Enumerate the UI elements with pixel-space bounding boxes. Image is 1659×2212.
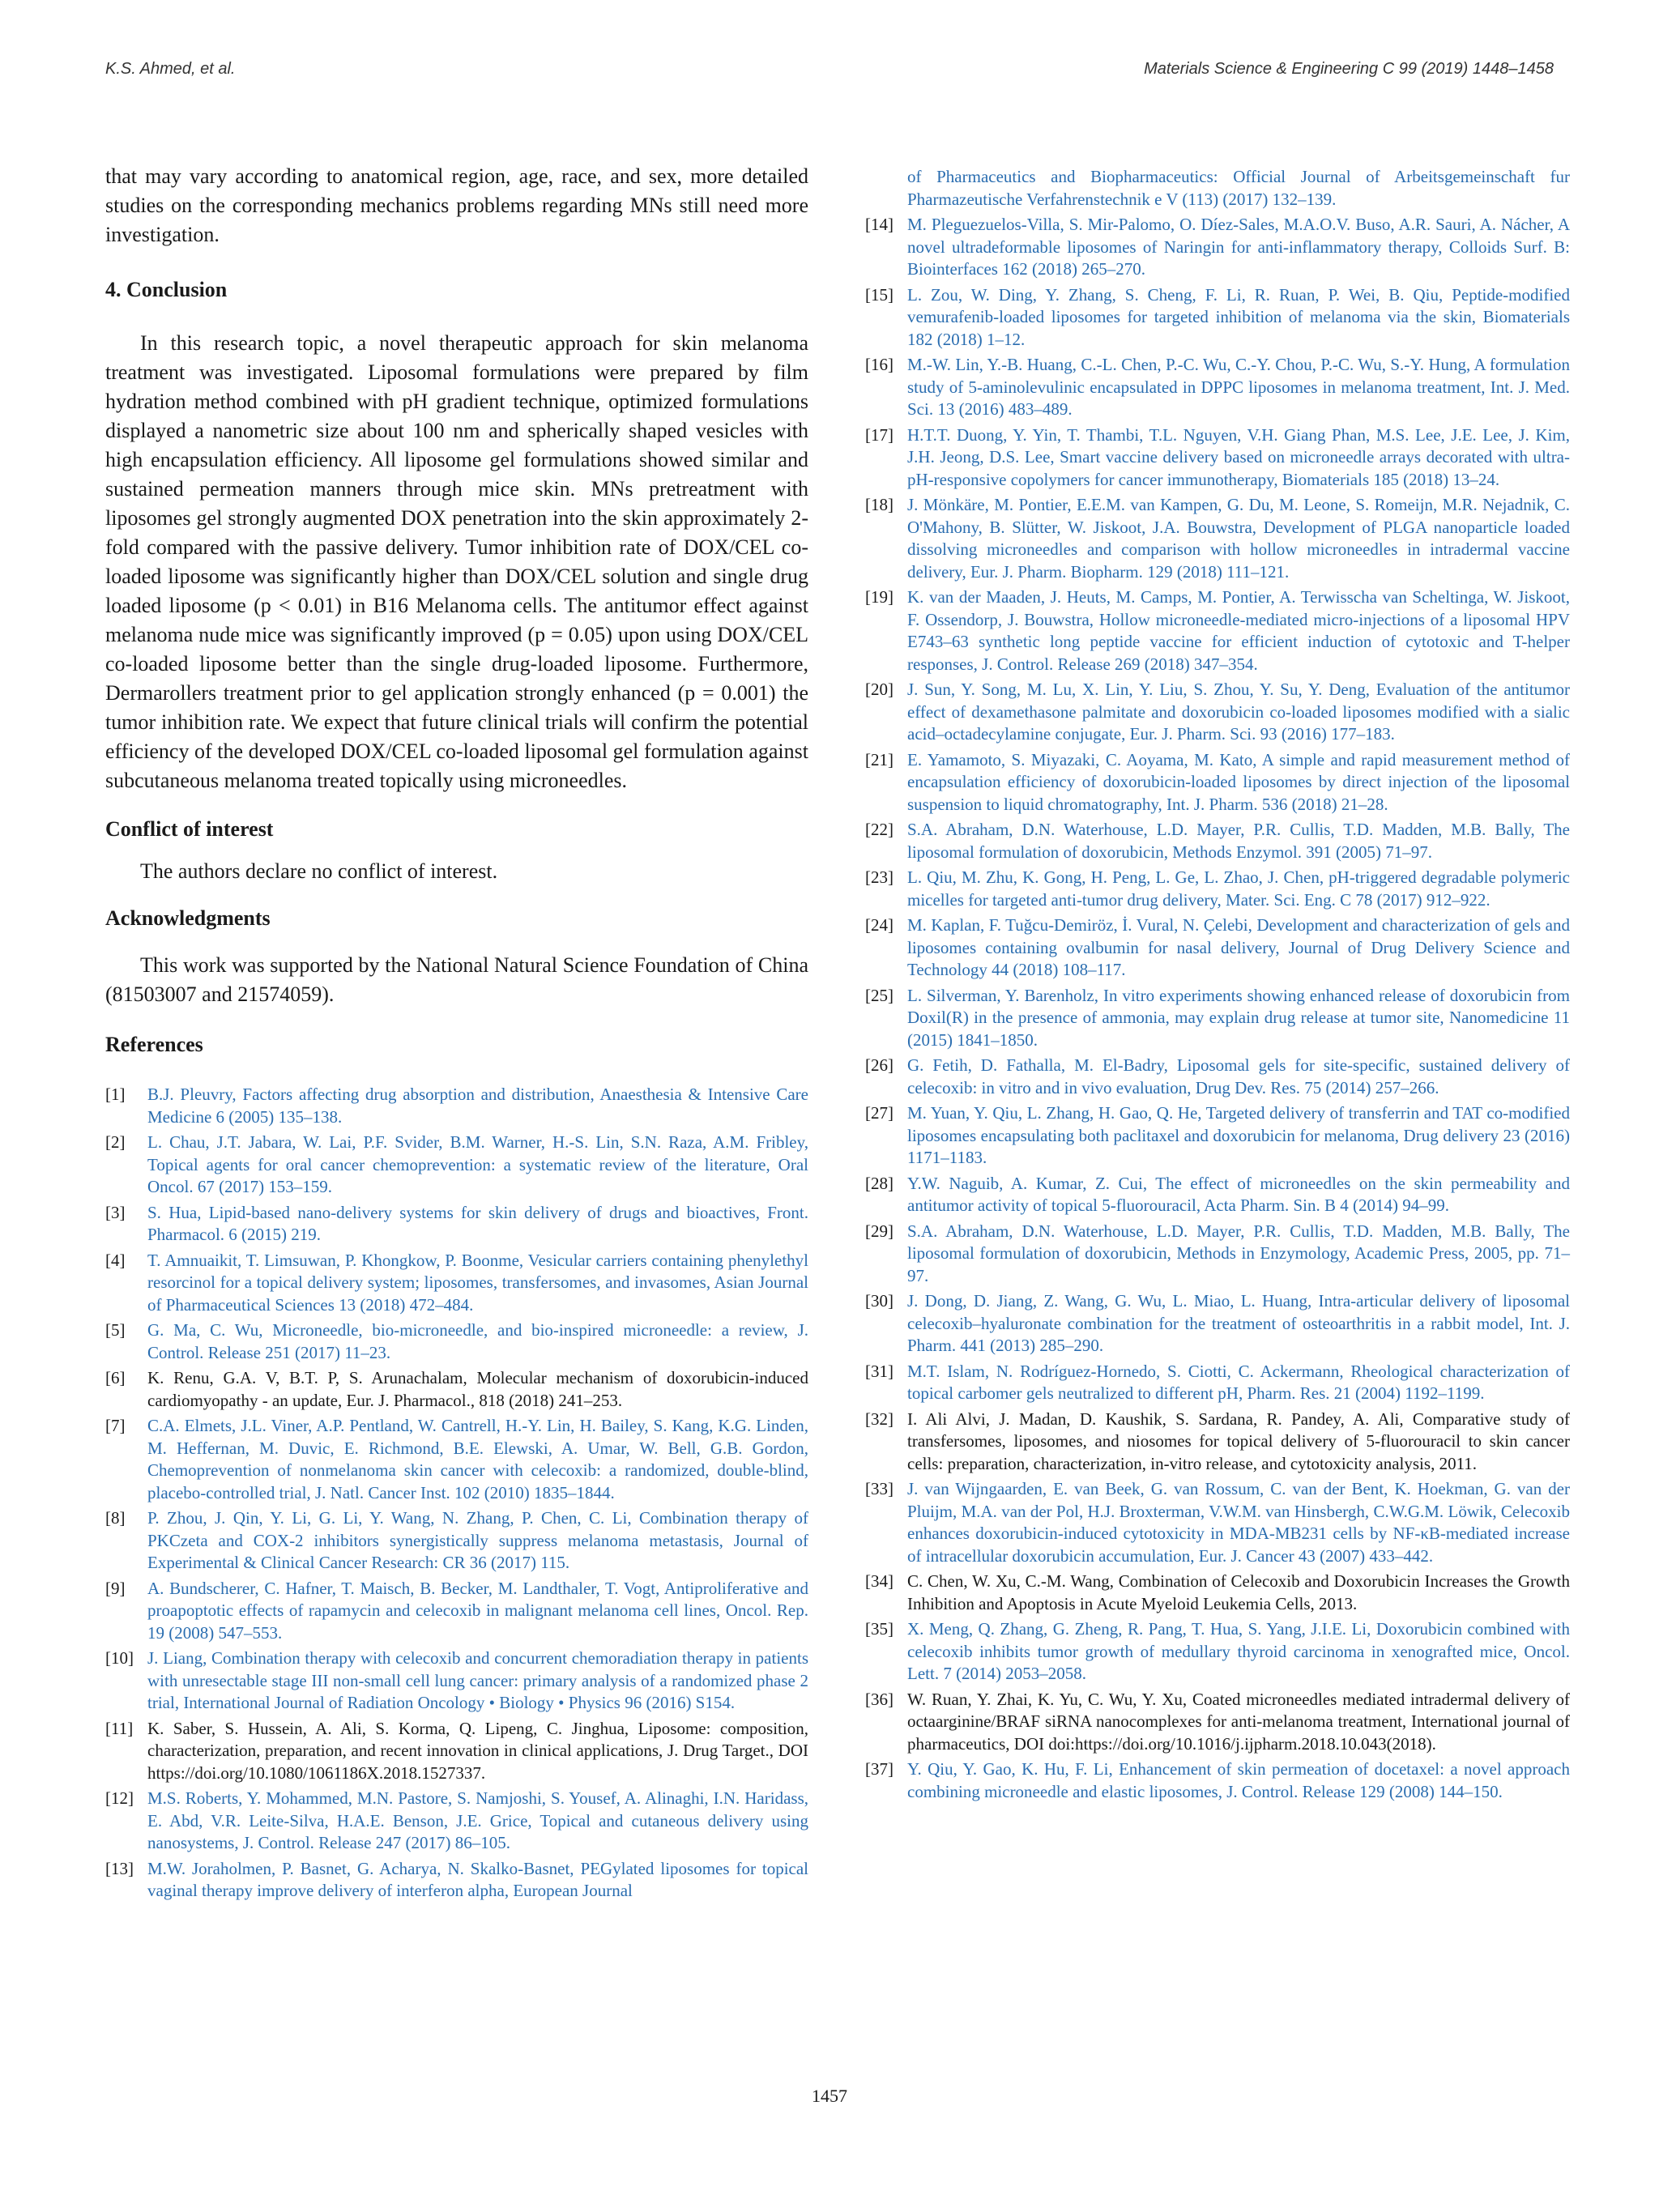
reference-number: [11] <box>105 1718 134 1738</box>
reference-number: [3] <box>105 1202 126 1222</box>
reference-item <box>865 1361 1570 1405</box>
reference-link[interactable]: J. Liang, Combination therapy with celecoxib and concurrent chemoradiation therapy in patients with unresectable stage III non-small cell lung cancer: primary analysis of a randomized phase 2 trial, International Journal of Radiation Oncology • Biology • Physics 96 (2016) S154. <box>147 1648 808 1712</box>
reference-number: [29] <box>865 1221 893 1241</box>
reference-item <box>865 819 1570 863</box>
reference-item <box>865 354 1570 421</box>
reference-link[interactable]: M.-W. Lin, Y.-B. Huang, C.-L. Chen, P.-C. Wu, C.-Y. Chou, P.-C. Wu, S.-Y. Hung, A formulation study of 5-aminolevulinic encapsulated in DPPC liposomes in melanoma treatment, Int. J. Med. Sci. 13 (2016) 483–489. <box>907 355 1570 419</box>
reference-link[interactable]: K. van der Maaden, J. Heuts, M. Camps, M. Pontier, A. Terwisscha van Scheltinga, W. Jiskoot, F. Ossendorp, J. Bouwstra, Hollow microneedle-mediated micro-injections of a liposomal HPV E743–63 synthetic long peptide vaccine for efficient induction of cytotoxic and T-helper responses, J. Control. Release 269 (2018) 347–354. <box>907 587 1570 674</box>
reference-link[interactable]: G. Fetih, D. Fathalla, M. El-Badry, Liposomal gels for site-specific, sustained delivery of celecoxib: in vitro and in vivo evaluation, Drug Dev. Res. 75 (2014) 257–266. <box>907 1055 1570 1097</box>
reference-text: I. Ali Alvi, J. Madan, D. Kaushik, S. Sardana, R. Pandey, A. Ali, Comparative study of transfersomes, liposomes, and niosomes for topical delivery of 5-fluorouracil to skin cancer cells: preparation, characterization, in-vitro release, and cytotoxicity analysis, 2011. <box>907 1409 1570 1473</box>
reference-item <box>865 749 1570 816</box>
running-header-authors: K.S. Ahmed, et al. <box>105 60 236 78</box>
reference-item <box>865 1221 1570 1288</box>
reference-link[interactable]: J. van Wijngaarden, E. van Beek, G. van Rossum, C. van der Bent, K. Hoekman, G. van der Pluijm, M.A. van der Pol, H.J. Broxterman, V.W.M. van Hinsbergh, C.W.G.M. Löwik, Celecoxib enhances doxorubicin-induced cytotoxicity in MDA-MB231 cells by NF-κB-mediated increase of intracellular doxorubicin accumulation, Eur. J. Cancer 43 (2007) 433–442. <box>907 1479 1570 1566</box>
reference-item <box>105 1319 808 1364</box>
reference-number: [37] <box>865 1759 893 1779</box>
reference-text: K. Renu, G.A. V, B.T. P, S. Arunachalam, Molecular mechanism of doxorubicin-induced cardiomyopathy - an update, Eur. J. Pharmacol., 818 (2018) 241–253. <box>147 1368 808 1410</box>
reference-number: [6] <box>105 1368 126 1387</box>
reference-item <box>865 1618 1570 1686</box>
conclusion-paragraph: In this research topic, a novel therapeutic approach for skin melanoma treatment was investigated. Liposomal formulations were prepared by film hydration method combined with pH gradient technique, optimized formulations displayed a nanometric size about 100 nm and spherically shaped vesicles with high encapsulation efficiency. All liposome gel formulations showed similar and sustained permeation manners through mice skin. MNs pretreatment with liposomes gel strongly augmented DOX penetration into the skin approximately 2-fold compared with the passive delivery. Tumor inhibition rate of DOX/CEL co-loaded liposome was significantly higher than DOX/CEL solution and single drug loaded liposome (p < 0.01) in B16 Melanoma cells. The antitumor effect against melanoma nude mice was significantly improved (p = 0.05) upon using DOX/CEL co-loaded liposome better than the single drug-loaded liposome. Furthermore, Dermarollers treatment prior to gel application strongly enhanced (p = 0.001) the tumor inhibition rate. We expect that future clinical trials will confirm the potential efficiency of the developed DOX/CEL co-loaded liposomal gel formulation against subcutaneous melanoma treated topically using microneedles. <box>105 331 808 792</box>
reference-item <box>105 1367 808 1412</box>
reference-item <box>865 284 1570 352</box>
reference-item <box>865 214 1570 281</box>
reference-link[interactable]: S. Hua, Lipid-based nano-delivery systems for skin delivery of drugs and bioactives, Front. Pharmacol. 6 (2015) 219. <box>147 1202 808 1244</box>
reference-number: [35] <box>865 1619 893 1639</box>
reference-number: [33] <box>865 1479 893 1498</box>
reference-item <box>105 1507 808 1575</box>
reference-number: [26] <box>865 1055 893 1075</box>
reference-number: [16] <box>865 355 893 374</box>
reference-link[interactable]: B.J. Pleuvry, Factors affecting drug absorption and distribution, Anaesthesia & Intensive Care Medicine 6 (2005) 135–138. <box>147 1085 808 1127</box>
reference-number: [24] <box>865 915 893 935</box>
reference-number: [19] <box>865 587 893 607</box>
reference-link[interactable]: M.S. Roberts, Y. Mohammed, M.N. Pastore, S. Namjoshi, S. Yousef, A. Alinaghi, I.N. Haridass, E. Abd, V.R. Leite-Silva, H.A.E. Benson, J.E. Grice, Topical and cutaneous delivery using nanosystems, J. Control. Release 247 (2017) 86–105. <box>147 1788 808 1852</box>
reference-item <box>105 1647 808 1715</box>
reference-text: W. Ruan, Y. Zhai, K. Yu, C. Wu, Y. Xu, Coated microneedles mediated intradermal delivery of octaarginine/BRAF siRNA nanocomplexes for anti-melanoma treatment, International journal of pharmaceutics, DOI doi:https://doi.org/10.1016/j.ijpharm.2018.10.043(2018). <box>907 1689 1570 1754</box>
acknowledgments-heading: Acknowledgments <box>105 906 271 930</box>
reference-number: [13] <box>105 1858 134 1878</box>
reference-number: [18] <box>865 495 893 514</box>
reference-number: [1] <box>105 1085 126 1104</box>
reference-continuation[interactable]: of Pharmaceutics and Biopharmaceutics: Official Journal of Arbeitsgemeinschaft fur Pharmazeutische Verfahrenstechnik e V (113) (2017) 132–139. <box>907 167 1570 209</box>
reference-number: [20] <box>865 680 893 699</box>
reference-text: C. Chen, W. Xu, C.-M. Wang, Combination of Celecoxib and Doxorubicin Increases the Growth Inhibition and Apoptosis in Acute Myeloid Leukemia Cells, 2013. <box>907 1571 1570 1613</box>
reference-link[interactable]: Y.W. Naguib, A. Kumar, Z. Cui, The effect of microneedles on the skin permeability and antitumor activity of topical 5-fluorouracil, Acta Pharm. Sin. B 4 (2014) 94–99. <box>907 1173 1570 1215</box>
reference-number: [10] <box>105 1648 134 1668</box>
reference-item <box>865 1173 1570 1217</box>
reference-item <box>105 1415 808 1504</box>
reference-link[interactable]: S.A. Abraham, D.N. Waterhouse, L.D. Mayer, P.R. Cullis, T.D. Madden, M.B. Bally, The liposomal formulation of doxorubicin, Methods Enzymol. 391 (2005) 71–97. <box>907 820 1570 862</box>
reference-number: [34] <box>865 1571 893 1591</box>
reference-number: [14] <box>865 215 893 234</box>
reference-text: K. Saber, S. Hussein, A. Ali, S. Korma, Q. Lipeng, C. Jinghua, Liposome: composition, characterization, preparation, and recent innovation in clinical applications, J. Drug Target., DOI https://doi.org/10.1080/1061186X.2018.1527337. <box>147 1718 808 1783</box>
reference-link[interactable]: T. Amnuaikit, T. Limsuwan, P. Khongkow, P. Boonme, Vesicular carriers containing phenylethyl resorcinol for a topical delivery system; liposomes, transfersomes, and invasomes, Asian Journal of Pharmaceutical Sciences 13 (2018) 472–484. <box>147 1250 808 1315</box>
reference-link[interactable]: A. Bundscherer, C. Hafner, T. Maisch, B. Becker, M. Landthaler, T. Vogt, Antiproliferative and proapoptotic effects of rapamycin and celecoxib in malignant melanoma cell lines, Oncol. Rep. 19 (2008) 547–553. <box>147 1578 808 1643</box>
right-column <box>865 166 1570 1806</box>
reference-item <box>865 1571 1570 1615</box>
reference-link[interactable]: Y. Qiu, Y. Gao, K. Hu, F. Li, Enhancement of skin permeation of docetaxel: a novel approach combining microneedle and elastic liposomes, J. Control. Release 129 (2008) 144–150. <box>907 1759 1570 1801</box>
reference-item <box>105 1132 808 1199</box>
reference-item <box>105 1578 808 1645</box>
reference-item <box>865 1290 1570 1357</box>
reference-number: [4] <box>105 1250 126 1270</box>
reference-item <box>105 1788 808 1855</box>
reference-item <box>865 1055 1570 1099</box>
reference-number: [21] <box>865 749 893 769</box>
reference-item <box>865 1689 1570 1756</box>
reference-item <box>865 679 1570 746</box>
reference-item <box>105 1084 808 1128</box>
reference-item <box>865 1102 1570 1170</box>
reference-number: [32] <box>865 1409 893 1429</box>
reference-link[interactable]: E. Yamamoto, S. Miyazaki, C. Aoyama, M. Kato, A simple and rapid measurement method of encapsulation efficiency of doxorubicin-loaded liposomes by direct injection of the liposomal suspension to liquid chromatography, Int. J. Pharm. 536 (2018) 21–28. <box>907 749 1570 814</box>
intro-paragraph: that may vary according to anatomical region, age, race, and sex, more detailed studies on the corresponding mechanics problems regarding MNs still need more investigation. <box>105 164 808 246</box>
reference-number: [25] <box>865 985 893 1005</box>
reference-link[interactable]: M. Kaplan, F. Tuğcu-Demiröz, İ. Vural, N. Çelebi, Development and characterization of gels and liposomes containing ovalbumin for nasal delivery, Journal of Drug Delivery Science and Technology 44 (2018) 108–117. <box>907 915 1570 979</box>
reference-item <box>865 1758 1570 1803</box>
reference-number: [36] <box>865 1689 893 1709</box>
reference-item <box>105 1202 808 1247</box>
reference-number: [7] <box>105 1416 126 1435</box>
reference-list-right <box>865 214 1570 1803</box>
reference-item <box>865 1409 1570 1476</box>
reference-number: [5] <box>105 1320 126 1340</box>
reference-link[interactable]: M. Yuan, Y. Qiu, L. Zhang, H. Gao, Q. He, Targeted delivery of transferrin and TAT co-modified liposomes encapsulating both paclitaxel and doxorubicin for melanoma, Drug delivery 23 (2016) 1171–1183. <box>907 1103 1570 1167</box>
reference-link[interactable]: L. Chau, J.T. Jabara, W. Lai, P.F. Svider, B.M. Warner, H.-S. Lin, S.N. Raza, A.M. Fribley, Topical agents for oral cancer chemoprevention: a systematic review of the literature, Oral Oncol. 67 (2017) 153–159. <box>147 1132 808 1196</box>
reference-item <box>865 867 1570 911</box>
reference-number: [28] <box>865 1173 893 1193</box>
reference-number: [31] <box>865 1361 893 1381</box>
acknowledgments-paragraph: This work was supported by the National Natural Science Foundation of China (81503007 and 21574059). <box>105 953 808 1006</box>
reference-link[interactable]: L. Qiu, M. Zhu, K. Gong, H. Peng, L. Ge, L. Zhao, J. Chen, pH-triggered degradable polymeric micelles for targeted anti-tumor drug delivery, Mater. Sci. Eng. C 78 (2017) 912–922. <box>907 867 1570 910</box>
reference-number: [15] <box>865 284 893 305</box>
reference-link[interactable]: M.T. Islam, N. Rodríguez-Hornedo, S. Ciotti, C. Ackermann, Rheological characterization of topical carbomer gels neutralized to different pH, Pharm. Res. 21 (2004) 1192–1199. <box>907 1361 1570 1403</box>
reference-number: [27] <box>865 1103 893 1123</box>
reference-link[interactable]: X. Meng, Q. Zhang, G. Zheng, R. Pang, T. Hua, S. Yang, J.I.E. Li, Doxorubicin combined with celecoxib inhibits tumor growth of medullary thyroid carcinoma in xenografted mice, Oncol. Lett. 7 (2014) 2053–2058. <box>907 1619 1570 1683</box>
reference-link[interactable]: L. Silverman, Y. Barenholz, In vitro experiments showing enhanced release of doxorubicin from Doxil(R) in the presence of ammonia, may explain drug release at tumor site, Nanomedicine 11 (2015) 1841–1850. <box>907 985 1570 1050</box>
reference-link[interactable]: M.W. Joraholmen, P. Basnet, G. Acharya, N. Skalko-Basnet, PEGylated liposomes for topical vaginal therapy improve delivery of interferon alpha, European Journal <box>147 1858 808 1900</box>
page-number: 1457 <box>812 2086 847 2106</box>
reference-link[interactable]: G. Ma, C. Wu, Microneedle, bio-microneedle, and bio-inspired microneedle: a review, J. Control. Release 251 (2017) 11–23. <box>147 1320 808 1362</box>
reference-number: [12] <box>105 1788 134 1808</box>
references-heading: References <box>105 1033 203 1056</box>
reference-number: [9] <box>105 1578 126 1598</box>
reference-number: [22] <box>865 820 893 839</box>
reference-item <box>865 914 1570 982</box>
reference-link[interactable]: H.T.T. Duong, Y. Yin, T. Thambi, T.L. Nguyen, V.H. Giang Phan, M.S. Lee, J.E. Lee, J. Kim, J.H. Jeong, D.S. Lee, Smart vaccine delivery based on microneedle arrays decorated with ultra-pH-responsive copolymers for cancer immunotherapy, Biomaterials 185 (2018) 13–24. <box>907 424 1570 489</box>
conflict-heading: Conflict of interest <box>105 817 274 841</box>
reference-list-left <box>105 1084 808 1903</box>
left-column <box>105 162 808 1906</box>
reference-number: [17] <box>865 424 893 445</box>
reference-link[interactable]: J. Sun, Y. Song, M. Lu, X. Lin, Y. Liu, S. Zhou, Y. Su, Y. Deng, Evaluation of the antitumor effect of dexamethasone palmitate and doxorubicin co-loaded liposomes modified with a sialic acid–octadecylamine conjugate, Eur. J. Pharm. Sci. 93 (2016) 177–183. <box>907 680 1570 744</box>
reference-link[interactable]: L. Zou, W. Ding, Y. Zhang, S. Cheng, F. Li, R. Ruan, P. Wei, B. Qiu, Peptide-modified vemurafenib-loaded liposomes for targeted inhibition of melanoma via the skin, Biomaterials 182 (2018) 1–12. <box>907 284 1570 349</box>
reference-item <box>865 985 1570 1052</box>
reference-item <box>865 494 1570 583</box>
reference-number: [8] <box>105 1508 126 1528</box>
reference-item <box>105 1250 808 1317</box>
conclusion-heading: 4. Conclusion <box>105 278 228 301</box>
reference-number: [30] <box>865 1291 893 1311</box>
reference-number: [23] <box>865 867 893 887</box>
reference-item <box>865 424 1570 492</box>
reference-link[interactable]: M. Pleguezuelos-Villa, S. Mir-Palomo, O. Díez-Sales, M.A.O.V. Buso, A.R. Sauri, A. Nácher, A novel ultradeformable liposomes of Naringin for anti-inflammatory therapy, Colloids Surf. B: Biointerfaces 162 (2018) 265–270. <box>907 215 1570 279</box>
reference-item <box>105 1718 808 1785</box>
reference-item <box>865 1478 1570 1567</box>
reference-link[interactable]: J. Mönkäre, M. Pontier, E.E.M. van Kampen, G. Du, M. Leone, S. Romeijn, M.R. Nejadnik, C. O'Mahony, B. Slütter, W. Jiskoot, J.A. Bouwstra, Development of PLGA nanoparticle loaded dissolving microneedles and comparison with hollow microneedles in intradermal vaccine delivery, Eur. J. Pharm. Biopharm. 129 (2018) 111–121. <box>907 495 1570 582</box>
conflict-paragraph: The authors declare no conflict of interest. <box>140 859 498 883</box>
reference-link[interactable]: S.A. Abraham, D.N. Waterhouse, L.D. Mayer, P.R. Cullis, T.D. Madden, M.B. Bally, The liposomal formulation of doxorubicin, Methods in Enzymology, Academic Press, 2005, pp. 71–97. <box>907 1221 1570 1285</box>
reference-number: [2] <box>105 1132 126 1152</box>
reference-link[interactable]: P. Zhou, J. Qin, Y. Li, G. Li, Y. Wang, N. Zhang, P. Chen, C. Li, Combination therapy of PKCzeta and COX-2 inhibitors synergistically suppress melanoma metastasis, Journal of Experimental & Clinical Cancer Research: CR 36 (2017) 115. <box>147 1508 808 1572</box>
reference-link[interactable]: J. Dong, D. Jiang, Z. Wang, G. Wu, L. Miao, L. Huang, Intra-articular delivery of liposomal celecoxib–hyaluronate combination for the treatment of osteoarthritis in a rabbit model, Int. J. Pharm. 441 (2013) 285–290. <box>907 1291 1570 1355</box>
reference-item <box>105 1858 808 1903</box>
reference-link[interactable]: C.A. Elmets, J.L. Viner, A.P. Pentland, W. Cantrell, H.-Y. Lin, H. Bailey, S. Kang, K.G. Linden, M. Heffernan, M. Duvic, E. Richmond, B.E. Elewski, A. Umar, W. Bell, G.B. Gordon, Chemoprevention of nonmelanoma skin cancer with celecoxib: a randomized, double-blind, placebo-controlled trial, J. Natl. Cancer Inst. 102 (2010) 1835–1844. <box>147 1416 808 1502</box>
running-header-journal: Materials Science & Engineering C 99 (2019) 1448–1458 <box>1144 60 1554 78</box>
reference-item <box>865 586 1570 676</box>
